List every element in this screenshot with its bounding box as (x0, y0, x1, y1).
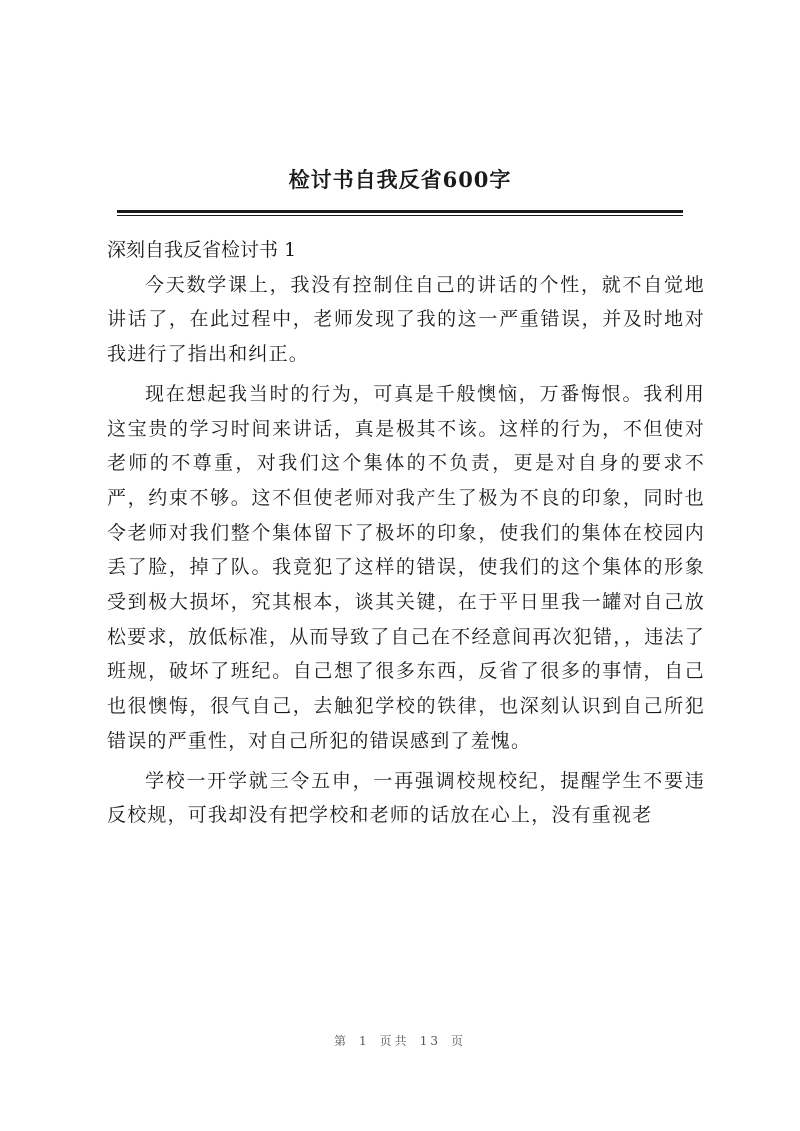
title-divider (117, 210, 683, 213)
document-body (107, 233, 705, 833)
page-footer (0, 1032, 800, 1049)
footer-prefix: 第 (334, 1034, 350, 1048)
title-divider-thin (117, 215, 683, 216)
footer-total-pages: 13 (419, 1034, 441, 1048)
footer-middle: 页共 (379, 1034, 410, 1048)
footer-suffix: 页 (450, 1034, 466, 1048)
footer-current-page: 1 (359, 1034, 370, 1048)
section-heading: 深刻自我反省检讨书 1 (107, 239, 297, 261)
paragraph-2: 现在想起我当时的行为，可真是千般懊恼，万番悔恨。我利用这宝贵的学习时间来讲话，真是极其不该。这样的行为，不但使对老师的不尊重，对我们这个集体的不负责，更是对自身的要求不严，约束不够。这不但使老师对我产生了极为不良的印象，同时也令老师对我们整个集体留下了极坏的印象，使我们的集体在校园内丢了脸，掉了队。我竟犯了这样的错误，使我们的这个集体的形象受到极大损坏，究其根本，谈其关键，在于平日里我一罐对自己放松要求，放低标准，从而导致了自己在不经意间再次犯错，，违法了班规，破坏了班纪。自己想了很多东西，反省了很多的事情，自己也很懊悔，很气自己，去触犯学校的铁律，也深刻认识到自己所犯错误的严重性，对自己所犯的错误感到了羞愧。 (107, 382, 705, 752)
paragraph-3: 学校一开学就三令五申，一再强调校规校纪，提醒学生不要违反校规，可我却没有把学校和老师的话放在心上，没有重视老 (107, 769, 705, 827)
paragraph-1: 今天数学课上，我没有控制住自己的讲话的个性，就不自觉地讲话了，在此过程中，老师发现了我的这一严重错误，并及时地对我进行了指出和纠正。 (107, 273, 705, 366)
page-title: 检讨书自我反省600字 (288, 167, 512, 192)
